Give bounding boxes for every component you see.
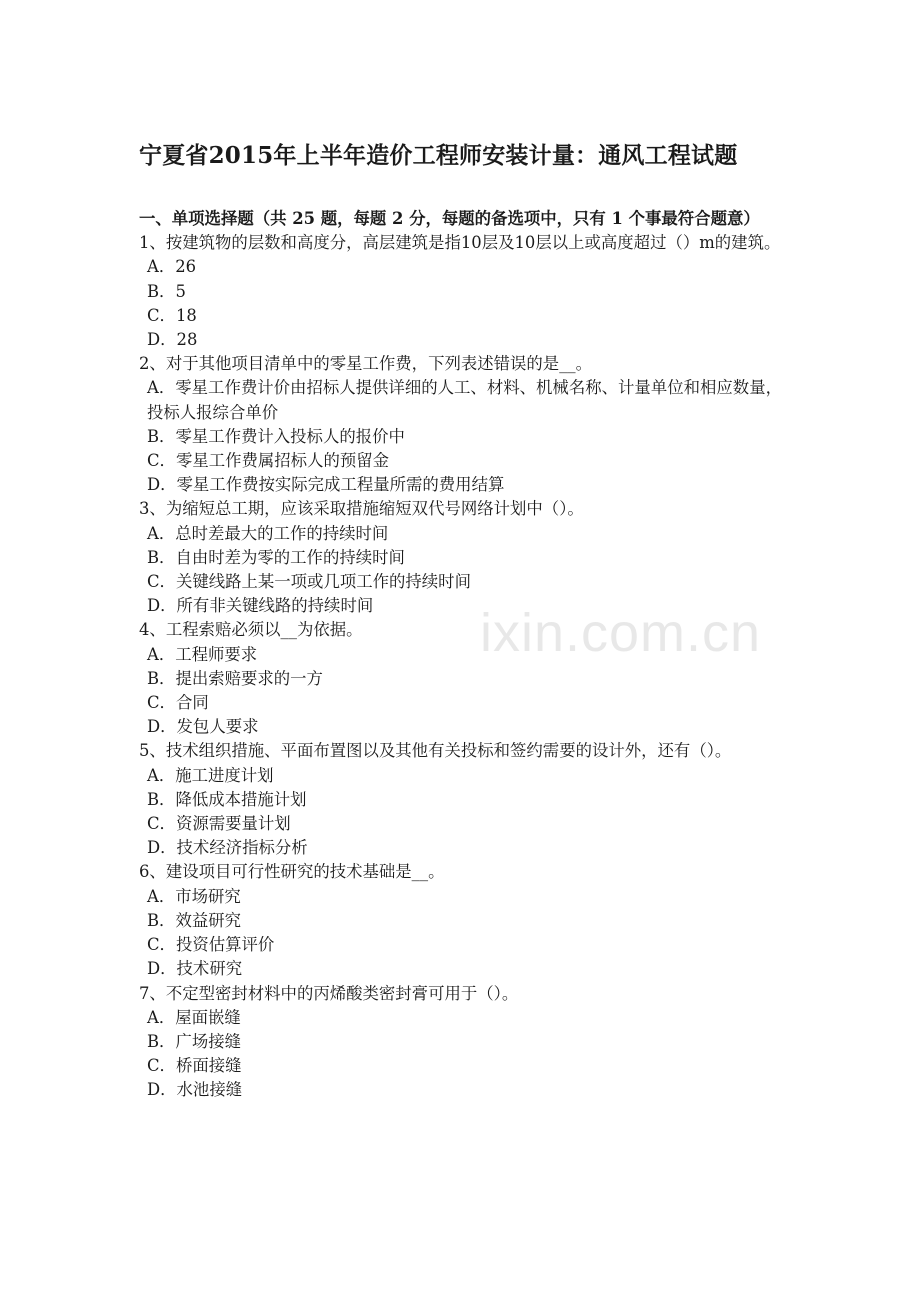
option-letter: C． <box>147 1056 176 1076</box>
option-letter: C． <box>147 693 176 713</box>
document-title: 宁夏省2015年上半年造价工程师安装计量：通风工程试题 <box>139 142 738 169</box>
option-letter: D． <box>147 330 177 350</box>
option-d <box>139 715 782 739</box>
option-letter: D． <box>147 1080 177 1100</box>
question-stem: 7、不定型密封材料中的丙烯酸类密封膏可用于（）。 <box>139 983 519 1003</box>
option-letter: D． <box>147 596 177 616</box>
question-stem: 2、对于其他项目清单中的零星工作费，下列表述错误的是__。 <box>139 354 592 374</box>
question-stem: 4、工程索赔必须以__为依据。 <box>139 620 363 640</box>
option-text: 资源需要量计划 <box>175 814 291 834</box>
question-stem: 1、按建筑物的层数和高度分，高层建筑是指10层及10层以上或高度超过（）m的建筑。 <box>139 233 781 253</box>
option-text: 零星工作费计入投标人的报价中 <box>175 426 405 446</box>
question-stem: 6、建设项目可行性研究的技术基础是__。 <box>139 862 445 882</box>
option-letter: C． <box>147 305 176 325</box>
option-text: 关键线路上某一项或几项工作的持续时间 <box>175 572 471 592</box>
option-text: 施工进度计划 <box>175 765 274 785</box>
option-c <box>139 570 782 594</box>
question-5 <box>139 739 782 860</box>
option-c <box>139 304 782 328</box>
option-text: 5 <box>175 281 186 301</box>
option-d <box>139 328 782 352</box>
option-b <box>139 1030 782 1054</box>
option-text: 26 <box>175 257 197 277</box>
option-letter: B． <box>147 789 176 809</box>
option-text: 28 <box>176 330 198 350</box>
option-text: 零星工作费按实际完成工程量所需的费用结算 <box>176 475 505 495</box>
option-d <box>139 957 782 981</box>
option-text: 广场接缝 <box>175 1031 241 1051</box>
question-stem: 3、为缩短总工期，应该采取措施缩短双代号网络计划中（）。 <box>139 499 584 519</box>
option-text: 工程师要求 <box>175 644 258 664</box>
option-letter: B． <box>147 910 176 930</box>
option-letter: B． <box>147 1031 176 1051</box>
watermark-text: ixin.com.cn <box>480 603 762 663</box>
option-text: 零星工作费计价由招标人提供详细的人工、材料、机械名称、计量单位和相应数量，投标人报综合单价 <box>147 378 782 422</box>
question-1 <box>139 231 782 352</box>
option-text: 投资估算评价 <box>175 935 275 955</box>
option-letter: D． <box>147 475 177 495</box>
question-4 <box>139 618 782 739</box>
option-letter: D． <box>147 959 177 979</box>
option-letter: A． <box>147 644 176 664</box>
option-c <box>139 449 782 473</box>
option-b <box>139 280 782 304</box>
option-letter: B． <box>147 281 176 301</box>
option-letter: C． <box>147 814 176 834</box>
option-d <box>139 594 782 618</box>
option-b <box>139 788 782 812</box>
option-letter: C． <box>147 451 176 471</box>
option-text: 屋面嵌缝 <box>175 1007 241 1027</box>
option-c <box>139 1054 782 1078</box>
option-letter: B． <box>147 668 176 688</box>
option-letter: B． <box>147 547 176 567</box>
question-stem: 5、技术组织措施、平面布置图以及其他有关投标和签约需要的设计外，还有（）。 <box>139 741 732 761</box>
option-c <box>139 812 782 836</box>
option-text: 18 <box>175 305 197 325</box>
option-text: 所有非关键线路的持续时间 <box>176 596 374 616</box>
option-a <box>139 376 782 424</box>
option-a <box>139 1006 782 1030</box>
option-text: 发包人要求 <box>176 717 259 737</box>
option-a <box>139 643 782 667</box>
option-text: 合同 <box>175 693 209 713</box>
option-a <box>139 522 782 546</box>
option-d <box>139 473 782 497</box>
option-letter: C． <box>147 572 176 592</box>
option-text: 桥面接缝 <box>175 1056 242 1076</box>
option-text: 提出索赔要求的一方 <box>175 668 323 688</box>
option-text: 总时差最大的工作的持续时间 <box>175 523 389 543</box>
option-letter: A． <box>147 1007 176 1027</box>
option-text: 零星工作费属招标人的预留金 <box>175 451 390 471</box>
option-letter: A． <box>147 378 176 398</box>
option-a <box>139 764 782 788</box>
option-letter: A． <box>147 886 176 906</box>
section-heading: 一、单项选择题（共 25 题，每题 2 分，每题的备选项中，只有 1 个事最符合题意） <box>139 209 760 228</box>
question-2 <box>139 352 782 497</box>
option-text: 降低成本措施计划 <box>175 789 307 809</box>
option-c <box>139 691 782 715</box>
option-b <box>139 909 782 933</box>
option-text: 水池接缝 <box>176 1080 243 1100</box>
option-letter: A． <box>147 765 176 785</box>
option-c <box>139 933 782 957</box>
option-text: 市场研究 <box>175 886 241 906</box>
option-a <box>139 885 782 909</box>
option-text: 技术研究 <box>176 959 243 979</box>
option-b <box>139 425 782 449</box>
option-text: 效益研究 <box>175 910 241 930</box>
option-d <box>139 1078 782 1102</box>
question-3 <box>139 497 782 618</box>
option-text: 自由时差为零的工作的持续时间 <box>175 547 405 567</box>
option-letter: D． <box>147 717 177 737</box>
option-b <box>139 546 782 570</box>
option-d <box>139 836 782 860</box>
option-letter: B． <box>147 426 176 446</box>
option-letter: C． <box>147 935 176 955</box>
question-6 <box>139 860 782 981</box>
option-letter: A． <box>147 257 176 277</box>
option-text: 技术经济指标分析 <box>176 838 308 858</box>
option-letter: A． <box>147 523 176 543</box>
option-letter: D． <box>147 838 177 858</box>
document-body <box>139 207 782 1103</box>
option-a <box>139 255 782 279</box>
option-b <box>139 667 782 691</box>
question-7 <box>139 982 782 1103</box>
